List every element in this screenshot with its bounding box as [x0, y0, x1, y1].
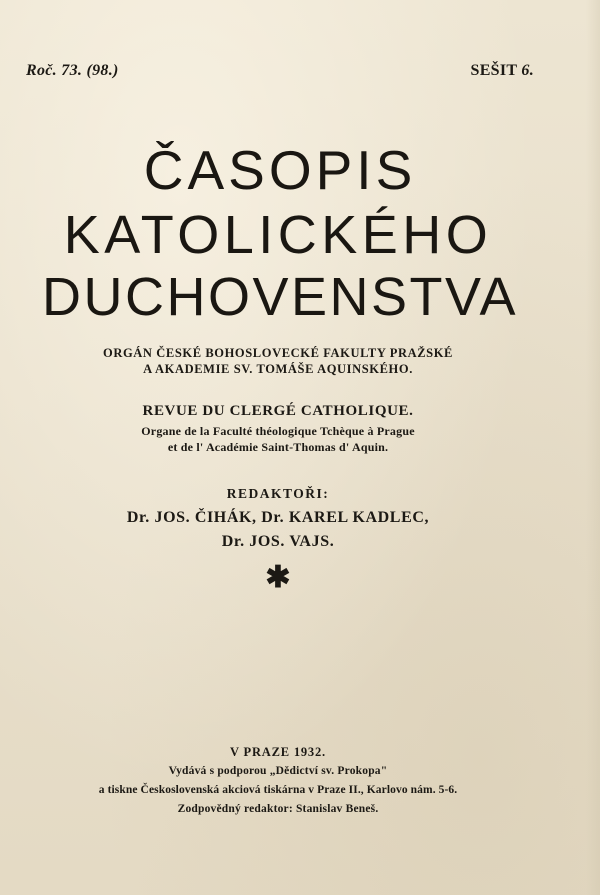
- editors-label: REDAKTOŘI:: [226, 486, 330, 501]
- french-line-1: Organe de la Faculté théologique Tchèque à Prague: [141, 424, 415, 438]
- page-edge-shadow: [586, 0, 600, 895]
- title-line-3: DUCHOVENSTVA: [41, 267, 519, 327]
- responsible-editor-line: Zodpovědný redaktor: Stanislav Beneš.: [177, 803, 379, 815]
- french-title: REVUE DU CLERGÉ CATHOLIQUE.: [142, 403, 414, 419]
- editors-line-2: Dr. JOS. VAJS.: [221, 533, 335, 550]
- organ-line-2: A AKADEMIE SV. TOMÁŠE AQUINSKÉHO.: [143, 362, 413, 376]
- editors-line-1: Dr. JOS. ČIHÁK, Dr. KAREL KADLEC,: [126, 509, 430, 526]
- asterism-ornament: ✱: [265, 561, 291, 594]
- title-line-1: ČASOPIS: [143, 139, 417, 201]
- title-line-2: KATOLICKÉHO: [63, 205, 493, 265]
- organ-line-1: ORGÁN ČESKÉ BOHOSLOVECKÉ FAKULTY PRAŽSKÉ: [103, 346, 453, 360]
- volume-number: Roč. 73. (98.): [26, 62, 119, 79]
- publication-place-year: V PRAZE 1932.: [230, 745, 326, 759]
- issue-value: 6.: [521, 62, 534, 79]
- publisher-line: Vydává s podporou „Dědictví sv. Prokopa": [168, 765, 388, 777]
- issue-number: [471, 62, 535, 80]
- issue-label: SEŠIT: [470, 62, 518, 79]
- printer-line: a tiskne Československá akciová tiskárna v Praze II., Karlovo nám. 5-6.: [98, 784, 458, 796]
- french-line-2: et de l' Académie Saint-Thomas d' Aquin.: [167, 440, 389, 454]
